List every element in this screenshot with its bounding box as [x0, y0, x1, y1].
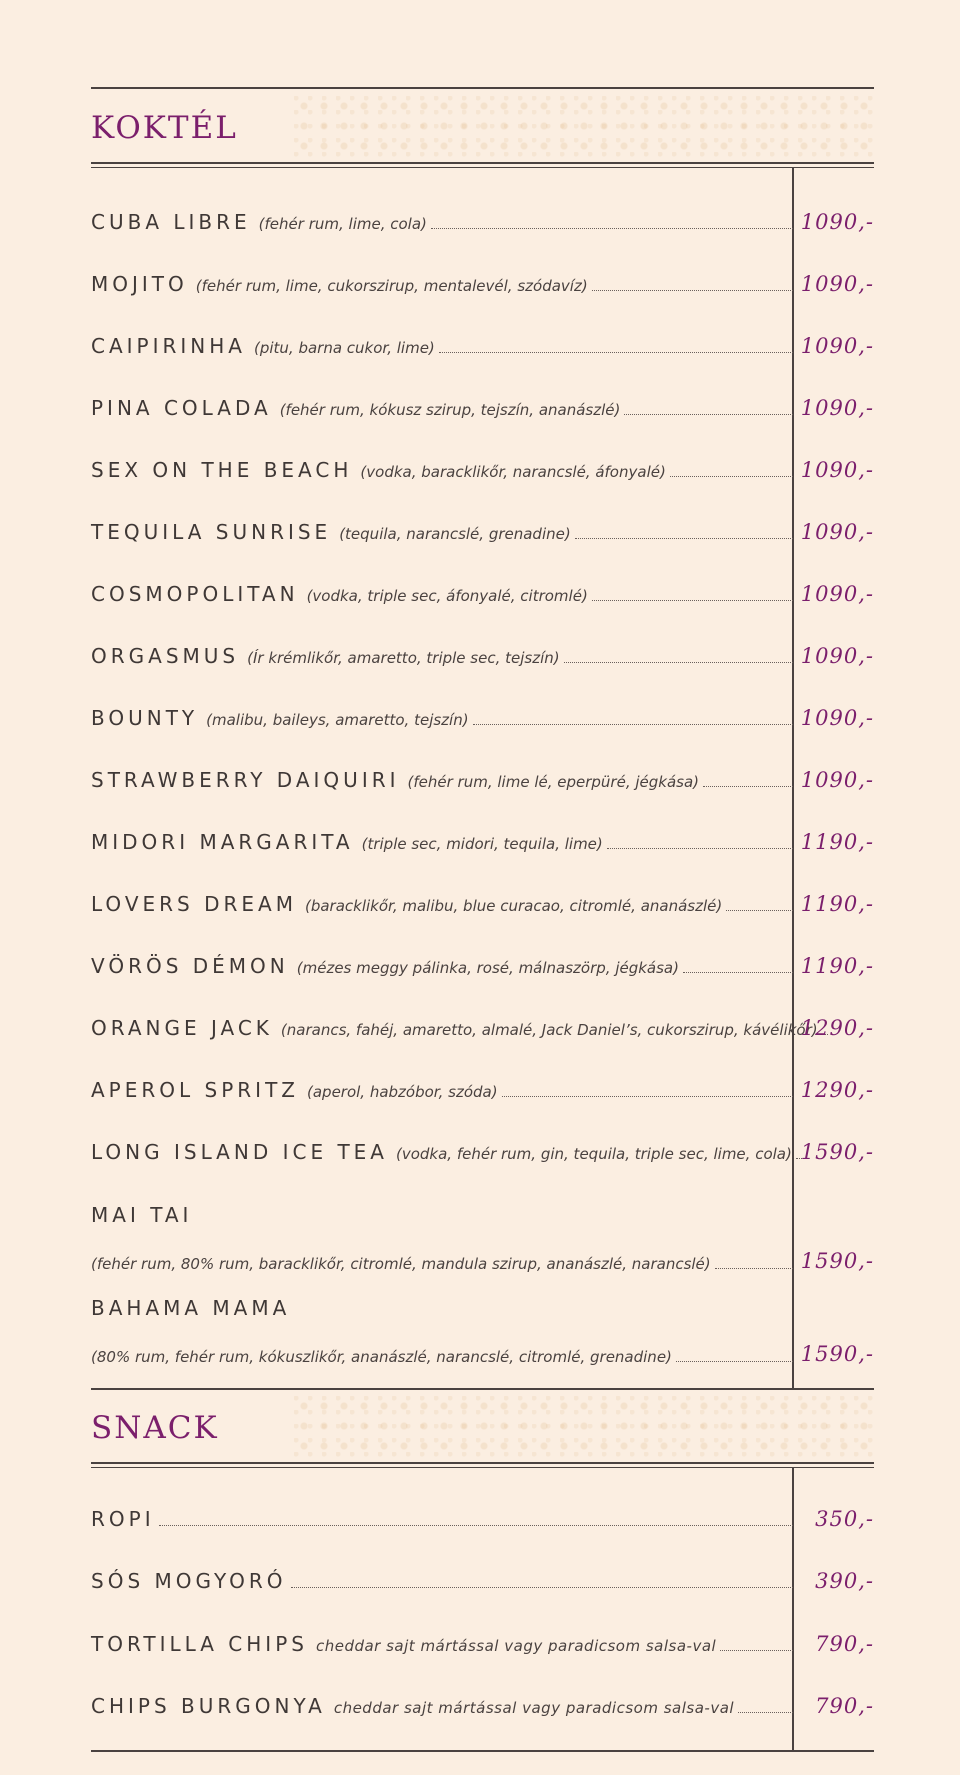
- dot-leader: [676, 1361, 793, 1362]
- section-title-cocktail: KOKTÉL: [91, 110, 238, 146]
- item-name: CUBA LIBRE: [91, 210, 251, 234]
- item-price: 1090,-: [800, 768, 874, 792]
- dot-leader: [439, 352, 793, 353]
- dot-leader: [159, 1525, 793, 1526]
- item-description: (80% rum, fehér rum, kókuszlikőr, ananászlé, narancslé, citromlé, grenadine): [91, 1348, 672, 1366]
- item-name: STRAWBERRY DAIQUIRI: [91, 768, 400, 792]
- menu-item: [91, 820, 874, 854]
- snack-bottom-rule: [91, 1750, 874, 1752]
- item-price: 1590,-: [800, 1140, 874, 1164]
- dot-leader: [502, 1096, 793, 1097]
- menu-item: [91, 510, 874, 544]
- item-price: 350,-: [815, 1507, 874, 1531]
- item-price: 1590,-: [800, 1249, 874, 1273]
- cocktail-section-header: [91, 90, 874, 164]
- item-name: TORTILLA CHIPS: [91, 1632, 308, 1656]
- header-pattern: [294, 1396, 874, 1458]
- item-name: CAIPIRINHA: [91, 334, 246, 358]
- dot-leader: [720, 1650, 793, 1651]
- item-name: LONG ISLAND ICE TEA: [91, 1140, 388, 1164]
- item-price: 1190,-: [800, 892, 874, 916]
- dot-leader: [473, 724, 793, 725]
- dot-leader: [575, 538, 793, 539]
- dot-leader: [683, 972, 793, 973]
- menu-item: [91, 1068, 874, 1102]
- item-price: 1290,-: [800, 1016, 874, 1040]
- menu-item: [91, 448, 874, 482]
- dot-leader: [592, 290, 793, 291]
- item-description: (fehér rum, lime lé, eperpüré, jégkása): [407, 773, 700, 791]
- menu-item: [91, 758, 874, 792]
- item-description: (aperol, habzóbor, szóda): [307, 1083, 498, 1101]
- item-description: (triple sec, midori, tequila, lime): [361, 835, 603, 853]
- snack-header-rule: [91, 1462, 874, 1468]
- dot-leader: [703, 786, 793, 787]
- item-price: 1090,-: [800, 644, 874, 668]
- item-name: MOJITO: [91, 272, 188, 296]
- item-price: 790,-: [815, 1694, 874, 1718]
- snack-section-header: [91, 1390, 874, 1464]
- cocktail-header-rule: [91, 162, 874, 168]
- menu-item: [91, 572, 874, 606]
- item-description: cheddar sajt mártással vagy paradicsom salsa-val: [315, 1637, 717, 1655]
- menu-item: [91, 200, 874, 234]
- item-description: (vodka, fehér rum, gin, tequila, triple sec, lime, cola): [395, 1145, 792, 1163]
- header-pattern: [294, 96, 874, 158]
- item-price: 1090,-: [800, 706, 874, 730]
- menu-item: [91, 1006, 874, 1040]
- item-name: ORGASMUS: [91, 644, 240, 668]
- item-price: 1090,-: [800, 582, 874, 606]
- item-description: (vodka, triple sec, áfonyalé, citromlé): [306, 587, 588, 605]
- item-description: (mézes meggy pálinka, rosé, málnaszörp, jégkása): [296, 959, 679, 977]
- section-title-snack: SNACK: [91, 1410, 219, 1446]
- item-name: PINA COLADA: [91, 396, 272, 420]
- item-description: (narancs, fahéj, amaretto, almalé, Jack Daniel’s, cukorszirup, kávélikőr): [280, 1021, 818, 1039]
- item-description: (fehér rum, kókusz szirup, tejszín, ananászlé): [279, 401, 621, 419]
- menu-item: [91, 1296, 874, 1366]
- item-name: VÖRÖS DÉMON: [91, 954, 289, 978]
- item-description: (fehér rum, lime, cola): [258, 215, 427, 233]
- dot-leader: [726, 910, 793, 911]
- item-description: (pitu, barna cukor, lime): [253, 339, 435, 357]
- dot-leader: [431, 228, 793, 229]
- item-price: 1290,-: [800, 1078, 874, 1102]
- item-description: (baracklikőr, malibu, blue curacao, citromlé, ananászlé): [304, 897, 723, 915]
- menu-item: [91, 882, 874, 916]
- item-price: 1090,-: [800, 520, 874, 544]
- item-description: (fehér rum, 80% rum, baracklikőr, citromlé, mandula szirup, ananászlé, narancslé): [91, 1255, 711, 1273]
- item-name: BOUNTY: [91, 706, 199, 730]
- dot-leader: [291, 1587, 794, 1588]
- item-name: MIDORI MARGARITA: [91, 830, 354, 854]
- item-description: (tequila, narancslé, grenadine): [339, 525, 571, 543]
- menu-item: [91, 1622, 874, 1656]
- dot-leader: [738, 1712, 793, 1713]
- item-description: (vodka, baracklikőr, narancslé, áfonyalé): [360, 463, 666, 481]
- item-price: 1090,-: [800, 210, 874, 234]
- item-price: 1090,-: [800, 396, 874, 420]
- item-name: ROPI: [91, 1507, 155, 1531]
- item-description: (Ír krémlikőr, amaretto, triple sec, tejszín): [247, 649, 560, 667]
- item-name: SÓS MOGYORÓ: [91, 1569, 287, 1593]
- menu-item: [91, 1559, 874, 1593]
- dot-leader: [670, 476, 793, 477]
- item-description: cheddar sajt mártással vagy paradicsom salsa-val: [333, 1699, 735, 1717]
- item-name: SEX ON THE BEACH: [91, 458, 353, 482]
- dot-leader: [715, 1268, 793, 1269]
- item-price: 790,-: [815, 1632, 874, 1656]
- item-name: MAI TAI: [91, 1203, 193, 1227]
- dot-leader: [564, 662, 793, 663]
- item-price: 1090,-: [800, 272, 874, 296]
- menu-item: [91, 1497, 874, 1531]
- menu-item: [91, 696, 874, 730]
- dot-leader: [607, 848, 793, 849]
- item-name: TEQUILA SUNRISE: [91, 520, 332, 544]
- item-price: 390,-: [815, 1569, 874, 1593]
- menu-item: [91, 386, 874, 420]
- top-rule: [91, 87, 874, 89]
- item-name: BAHAMA MAMA: [91, 1296, 291, 1320]
- item-price: 1590,-: [800, 1342, 874, 1366]
- menu-item: [91, 1130, 874, 1164]
- item-price: 1090,-: [800, 334, 874, 358]
- item-name: APEROL SPRITZ: [91, 1078, 299, 1102]
- menu-item: [91, 324, 874, 358]
- item-price: 1090,-: [800, 458, 874, 482]
- item-price: 1190,-: [800, 830, 874, 854]
- item-name: CHIPS BURGONYA: [91, 1694, 326, 1718]
- dot-leader: [624, 414, 793, 415]
- item-description: (fehér rum, lime, cukorszirup, mentalevél, szódavíz): [195, 277, 588, 295]
- item-name: LOVERS DREAM: [91, 892, 297, 916]
- menu-item: [91, 1684, 874, 1718]
- item-description: (malibu, baileys, amaretto, tejszín): [206, 711, 469, 729]
- item-name: ORANGE JACK: [91, 1016, 273, 1040]
- menu-item: [91, 944, 874, 978]
- dot-leader: [592, 600, 793, 601]
- menu-item: [91, 634, 874, 668]
- menu-item: [91, 262, 874, 296]
- menu-item: [91, 1203, 874, 1273]
- item-name: COSMOPOLITAN: [91, 582, 299, 606]
- item-price: 1190,-: [800, 954, 874, 978]
